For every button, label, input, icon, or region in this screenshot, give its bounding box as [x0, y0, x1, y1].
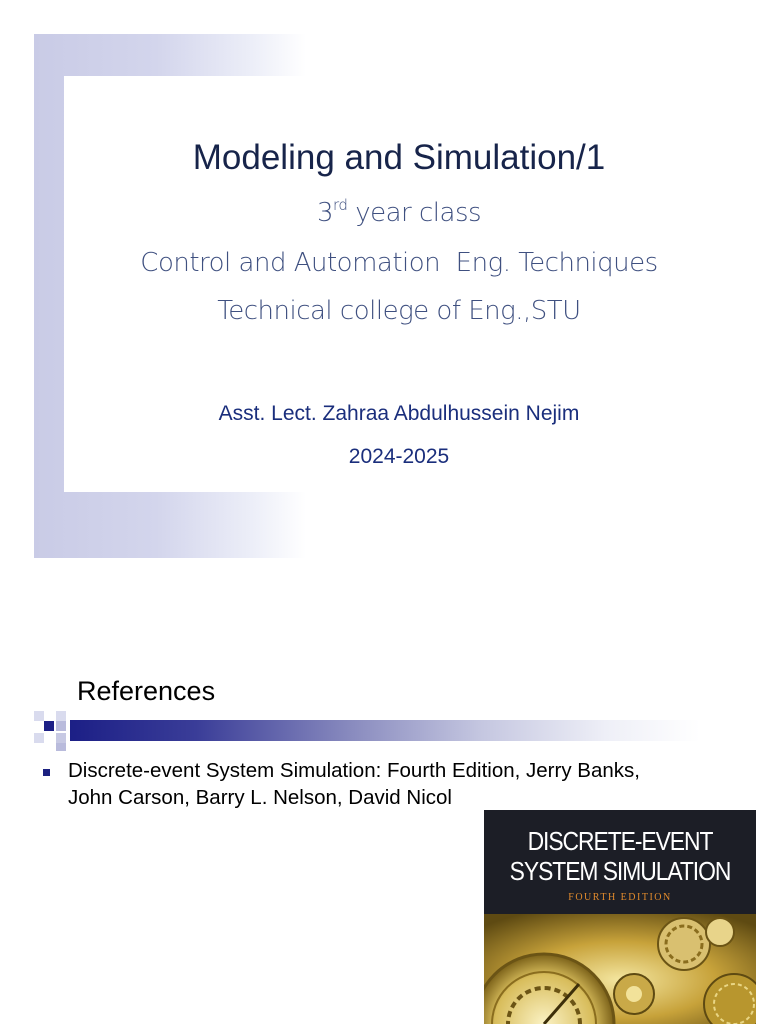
department-line: Control and Automation Eng. Techniques	[140, 248, 658, 278]
book-cover-title	[500, 826, 739, 886]
class-line	[64, 198, 734, 228]
class-rest: year class	[347, 198, 482, 228]
references-heading: References	[77, 676, 216, 706]
book-cover-image	[484, 810, 756, 1024]
slide-title: Modeling and Simulation/1	[192, 138, 606, 177]
book-title-line-1: DISCRETE-EVENT	[527, 826, 713, 856]
class-number: 3	[316, 198, 334, 228]
reference-item: Discrete-event System Simulation: Fourth Edition, Jerry Banks, John Carson, Barry L. Nelson, David Nicol	[68, 759, 640, 809]
college-line: Technical college of Eng.,STU	[217, 296, 581, 326]
clockwork-gears-illustration	[484, 914, 756, 1024]
heading-underline-bar	[70, 720, 700, 741]
book-cover-edition: FOURTH EDITION	[568, 892, 672, 903]
bullet-square-icon	[43, 769, 50, 776]
academic-year: 2024-2025	[348, 445, 450, 468]
class-suffix: rd	[333, 196, 348, 214]
book-title-line-2: SYSTEM SIMULATION	[509, 856, 731, 886]
author-name: Asst. Lect. Zahraa Abdulhussein Nejim	[218, 402, 580, 425]
